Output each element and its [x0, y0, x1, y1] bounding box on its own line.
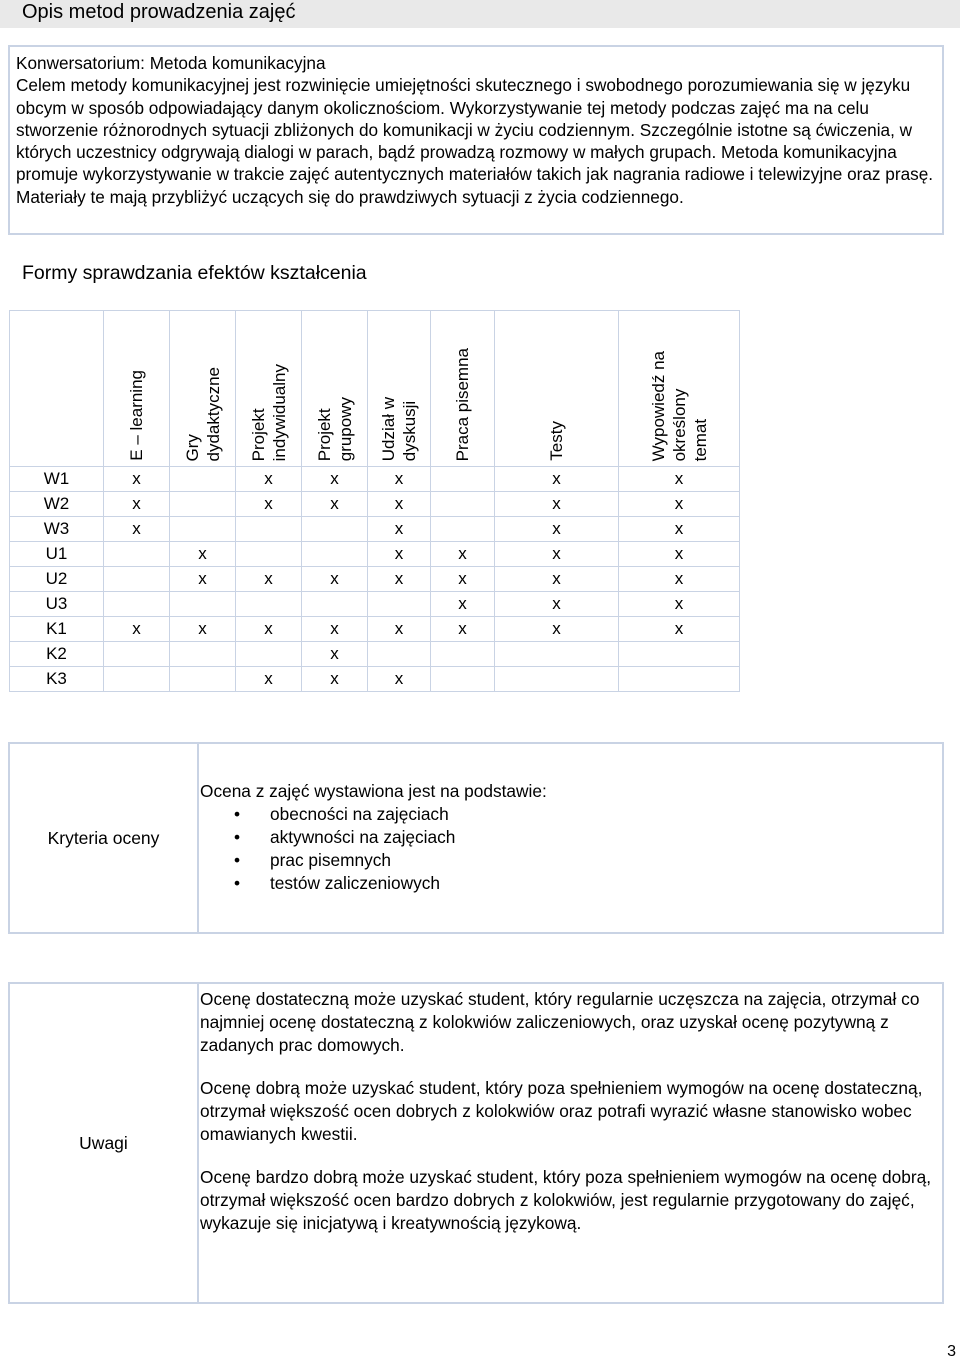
table-cell [431, 492, 495, 517]
table-cell: x [431, 542, 495, 567]
table-cell: x [170, 542, 236, 567]
notes-paragraph: Ocenę dostateczną może uzyskać student, który regularnie uczęszcza na zajęcia, otrzymał co najmniej ocenę dostateczną z kolokwiów zaliczeniowych, oraz uzyskał ocenę pozytywną z zadanych prac domowych. [200, 989, 920, 1055]
table-cell: x [302, 492, 368, 517]
table-row [10, 567, 740, 592]
table-cell [236, 542, 302, 567]
table-header-row [10, 311, 740, 467]
row-label: W1 [10, 467, 104, 492]
table-cell [170, 642, 236, 667]
table-cell: x [302, 617, 368, 642]
table-cell: x [495, 617, 619, 642]
notes-label: Uwagi [10, 984, 199, 1302]
list-item: • prac pisemnych [200, 849, 934, 872]
assessment-forms-title: Formy sprawdzania efektów kształcenia [22, 262, 367, 284]
table-cell: x [619, 542, 740, 567]
page-number: 3 [947, 1343, 956, 1360]
table-cell: x [619, 592, 740, 617]
notes-paragraph: Ocenę bardzo dobrą może uzyskać student, który poza spełnieniem wymogów na ocenę dobrą, otrzymał większość ocen bardzo dobrych z kolokwiów, jest regularnie przygotowany do zajęć, wykazuje się inicjatywą i kreatywnością językową. [200, 1167, 932, 1233]
criteria-intro: Ocena z zajęć wystawiona jest na podstawie: [200, 781, 547, 801]
column-header: E – learning [104, 311, 170, 467]
method-description: Konwersatorium: Metoda komunikacyjna Celem metody komunikacyjnej jest rozwinięcie umiejętności skutecznego i swobodnego porozumiewania się w języku obcym w sposób odpowiadający danym okolicznościom. Wykorzystywanie tej metody podczas zajęć ma na celu stworzenie różnorodnych sytuacji zbliżonych do komunikacji w życiu codziennym. Szczególnie istotne są ćwiczenia, w których uczestnicy odgrywają dialogi w parach, bądź prowadzą rozmowy w małych grupach. Metoda komunikacyjna promuje wykorzystywanie w trakcie zajęć autentycznych materiałów takich jak nagrania radiowe i telewizyjne oraz prasę. Materiały te mają przybliżyć uczących się do prawdziwych sytuacji z życia codziennego. [16, 53, 934, 207]
table-cell [104, 667, 170, 692]
table-cell: x [104, 517, 170, 542]
table-cell: x [236, 617, 302, 642]
method-description-box [8, 45, 944, 235]
table-cell [368, 592, 431, 617]
table-cell [619, 642, 740, 667]
table-cell [236, 517, 302, 542]
table-cell [495, 642, 619, 667]
table-cell: x [170, 567, 236, 592]
table-cell: x [495, 517, 619, 542]
table-cell [619, 667, 740, 692]
criteria-list [200, 803, 934, 895]
notes-box [8, 982, 944, 1304]
list-item: • testów zaliczeniowych [200, 872, 934, 895]
table-cell: x [619, 567, 740, 592]
table-row [10, 667, 740, 692]
table-cell [302, 542, 368, 567]
row-label: W3 [10, 517, 104, 542]
column-header: Udział w dyskusji [368, 311, 431, 467]
table-cell: x [302, 667, 368, 692]
table-row [10, 542, 740, 567]
section-title: Opis metod prowadzenia zajęć [22, 1, 296, 23]
table-cell [431, 642, 495, 667]
table-row [10, 467, 740, 492]
table-cell: x [302, 642, 368, 667]
table-cell: x [236, 467, 302, 492]
column-header: Praca pisemna [431, 311, 495, 467]
table-cell: x [368, 567, 431, 592]
table-cell: x [368, 667, 431, 692]
table-cell: x [302, 467, 368, 492]
row-label: U3 [10, 592, 104, 617]
table-row [10, 642, 740, 667]
table-cell [104, 567, 170, 592]
table-cell: x [104, 492, 170, 517]
table-cell: x [431, 617, 495, 642]
table-cell [170, 467, 236, 492]
table-cell: x [619, 492, 740, 517]
table-cell [302, 517, 368, 542]
table-cell: x [236, 567, 302, 592]
table-cell [170, 592, 236, 617]
table-cell: x [619, 617, 740, 642]
table-cell [431, 517, 495, 542]
table-cell: x [619, 467, 740, 492]
table-cell: x [104, 467, 170, 492]
table-cell: x [495, 592, 619, 617]
assessment-forms-table [9, 310, 740, 692]
table-cell: x [368, 492, 431, 517]
table-cell: x [302, 567, 368, 592]
row-label: U1 [10, 542, 104, 567]
column-header: Testy [495, 311, 619, 467]
table-cell [236, 642, 302, 667]
section-header [0, 0, 960, 28]
table-cell: x [495, 542, 619, 567]
table-cell: x [368, 517, 431, 542]
column-header: Projekt indywidualny [236, 311, 302, 467]
table-cell: x [368, 617, 431, 642]
table-cell: x [495, 492, 619, 517]
notes-paragraph: Ocenę dobrą może uzyskać student, który poza spełnieniem wymogów na ocenę dostateczną, otrzymał większość ocen dobrych z kolokwiów oraz potrafi wyrazić własne stanowisko wobec omawianych kwestii. [200, 1078, 923, 1144]
criteria-label: Kryteria oceny [10, 744, 199, 932]
row-label: K3 [10, 667, 104, 692]
table-row [10, 517, 740, 542]
table-cell: x [495, 567, 619, 592]
table-row [10, 492, 740, 517]
table-cell [236, 592, 302, 617]
table-row [10, 592, 740, 617]
table-cell: x [170, 617, 236, 642]
table-cell [170, 667, 236, 692]
table-cell: x [495, 467, 619, 492]
table-cell: x [368, 542, 431, 567]
table-cell [104, 542, 170, 567]
table-cell [302, 592, 368, 617]
table-cell [170, 517, 236, 542]
table-cell [368, 642, 431, 667]
column-header: Projekt grupowy [302, 311, 368, 467]
row-label: W2 [10, 492, 104, 517]
row-label: U2 [10, 567, 104, 592]
table-cell [170, 492, 236, 517]
table-cell [104, 592, 170, 617]
table-cell: x [368, 467, 431, 492]
table-cell [495, 667, 619, 692]
table-cell: x [104, 617, 170, 642]
table-row [10, 617, 740, 642]
table-cell [431, 667, 495, 692]
table-cell: x [431, 592, 495, 617]
table-cell [104, 642, 170, 667]
table-cell: x [236, 667, 302, 692]
row-label: K2 [10, 642, 104, 667]
table-cell: x [619, 517, 740, 542]
column-header: Gry dydaktyczne [170, 311, 236, 467]
criteria-content [200, 780, 934, 895]
row-label: K1 [10, 617, 104, 642]
list-item: • obecności na zajęciach [200, 803, 934, 826]
table-cell: x [236, 492, 302, 517]
criteria-box [8, 742, 944, 934]
notes-content [200, 988, 934, 1255]
column-header: Wypowiedź na określony temat [619, 311, 740, 467]
table-cell: x [431, 567, 495, 592]
table-cell [431, 467, 495, 492]
table-corner-cell [10, 311, 104, 467]
list-item: • aktywności na zajęciach [200, 826, 934, 849]
